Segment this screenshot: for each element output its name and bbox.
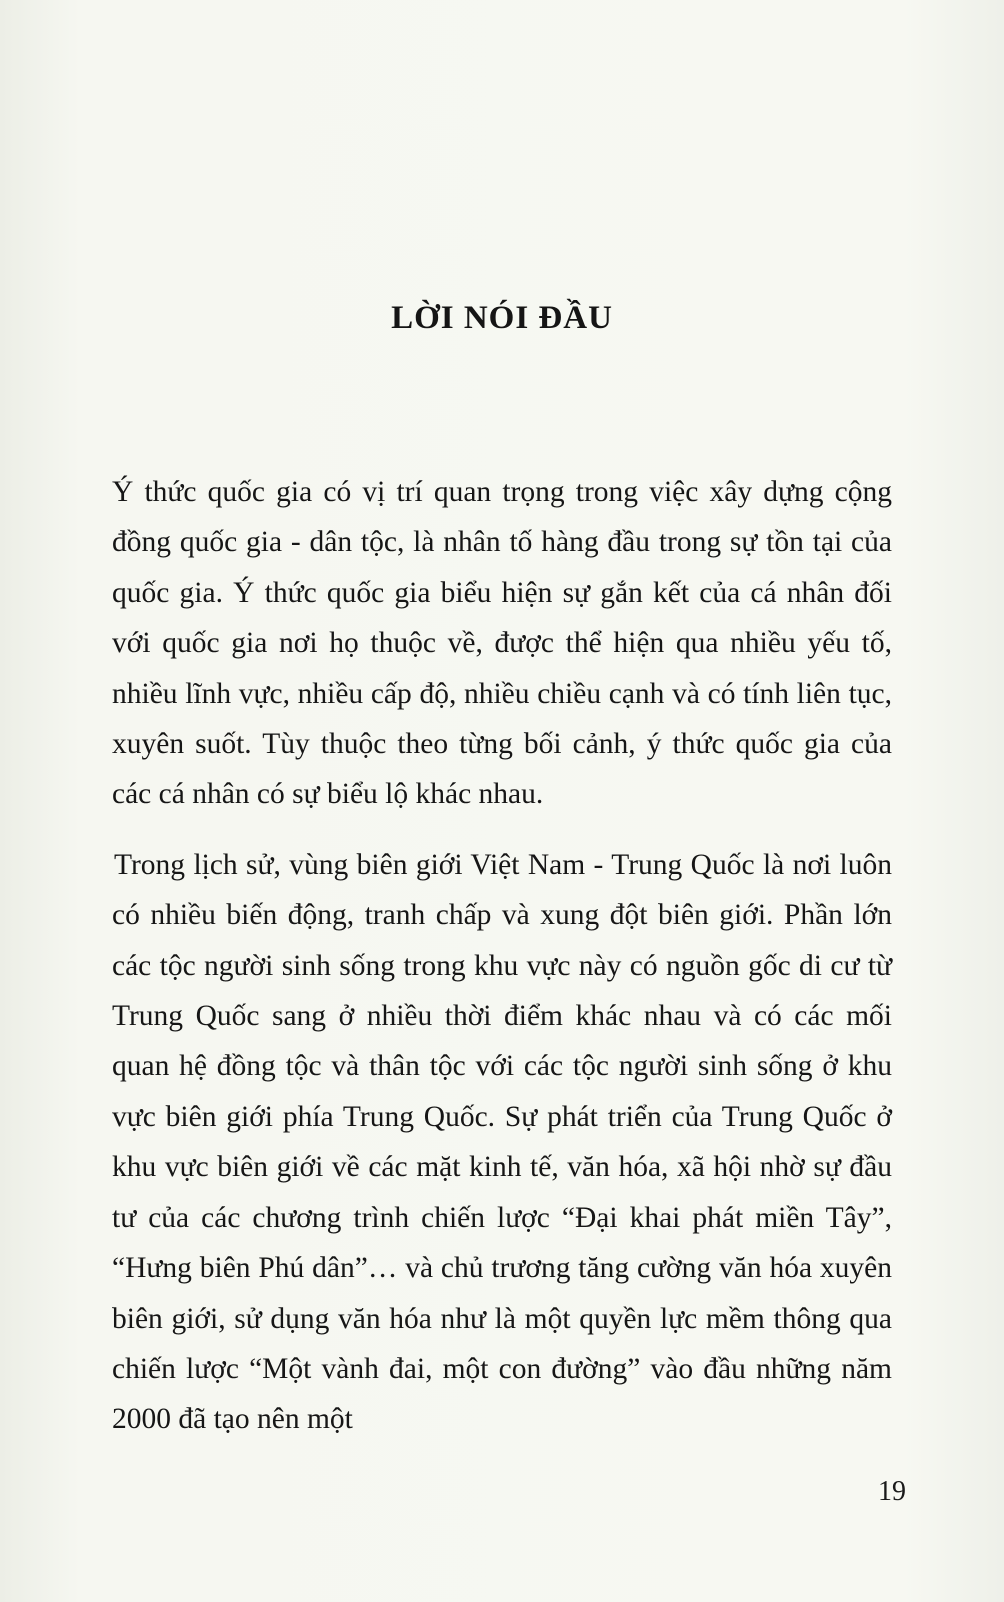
page-number: 19 — [878, 1476, 906, 1507]
paragraph: Trong lịch sử, vùng biên giới Việt Nam - Trung Quốc là nơi luôn có nhiều biến động, tranh chấp và xung đột biên giới. Phần lớn các tộc người sinh sống trong khu vực này có nguồn gốc di cư từ Trung Quốc sang ở nhiều thời điểm khác nhau và có các mối quan hệ đồng tộc và thân tộc với các tộc người sinh sống ở khu vực biên giới phía Trung Quốc. Sự phát triển của Trung Quốc ở khu vực biên giới về các mặt kinh tế, văn hóa, xã hội nhờ sự đầu tư của các chương trình chiến lược “Đại khai phát miền Tây”, “Hưng biên Phú dân”… và chủ trương tăng cường văn hóa xuyên biên giới, sử dụng văn hóa như là một quyền lực mềm thông qua chiến lược “Một vành đai, một con đường” vào đầu những năm 2000 đã tạo nên một — [112, 848, 892, 1436]
paragraph: Ý thức quốc gia có vị trí quan trọng trong việc xây dựng cộng đồng quốc gia - dân tộc, là nhân tố hàng đầu trong sự tồn tại của quốc gia. Ý thức quốc gia biểu hiện sự gắn kết của cá nhân đối với quốc gia nơi họ thuộc về, được thể hiện qua nhiều yếu tố, nhiều lĩnh vực, nhiều cấp độ, nhiều chiều cạnh và có tính liên tục, xuyên suốt. Tùy thuộc theo từng bối cảnh, ý thức quốc gia của các cá nhân có sự biểu lộ khác nhau. — [112, 476, 892, 811]
body-text — [112, 467, 892, 1445]
page-heading: LỜI NÓI ĐẦU — [391, 300, 613, 336]
